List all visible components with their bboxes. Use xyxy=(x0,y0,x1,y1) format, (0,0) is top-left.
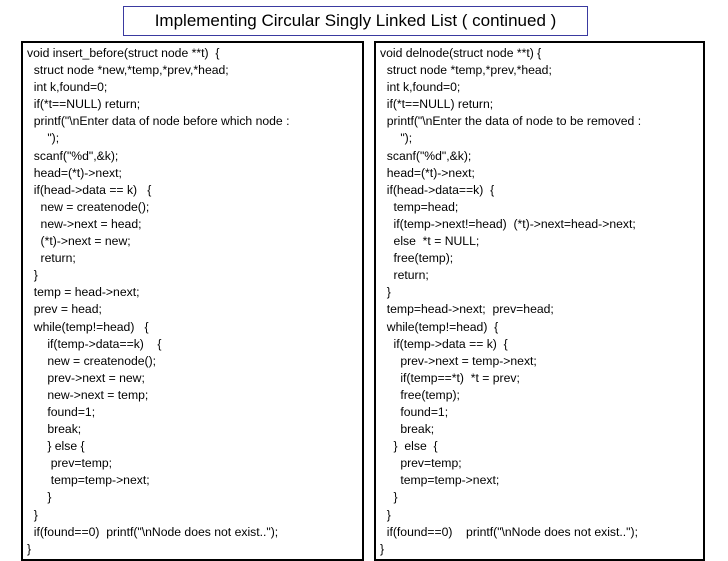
code-line: } xyxy=(380,507,391,522)
code-line: temp = head->next; xyxy=(27,285,140,300)
code-line: if(temp->data == k) { xyxy=(380,336,508,351)
code-line: while(temp!=head) { xyxy=(27,319,149,334)
code-line: found=1; xyxy=(380,404,449,419)
code-line: "); xyxy=(380,131,413,146)
code-line: "); xyxy=(27,131,60,146)
code-line: new = createnode(); xyxy=(27,353,157,368)
code-line: prev->next = new; xyxy=(27,370,145,385)
code-line: } xyxy=(380,285,391,300)
code-line: struct node *new,*temp,*prev,*head; xyxy=(27,63,229,78)
code-line: found=1; xyxy=(27,404,96,419)
code-block-insert-before xyxy=(23,43,362,558)
code-line: } else { xyxy=(27,439,85,454)
code-line: prev=temp; xyxy=(380,456,462,471)
code-line: } else { xyxy=(380,439,438,454)
code-line: temp=temp->next; xyxy=(380,473,500,488)
code-line: head=(*t)->next; xyxy=(27,165,122,180)
code-line: temp=temp->next; xyxy=(27,473,150,488)
code-line: } xyxy=(27,541,32,556)
code-line: if(*t==NULL) return; xyxy=(27,97,141,112)
code-line: int k,found=0; xyxy=(380,80,461,95)
code-line: } xyxy=(27,507,38,522)
code-line: scanf("%d",&k); xyxy=(380,148,472,163)
code-line: return; xyxy=(27,251,76,266)
code-line: if(temp->data==k) { xyxy=(27,336,162,351)
slide-title-text: Implementing Circular Singly Linked List ( continued ) xyxy=(154,11,557,30)
code-line: break; xyxy=(27,422,82,437)
code-line: if(temp->next!=head) (*t)->next=head->next; xyxy=(380,216,636,231)
code-line: struct node *temp,*prev,*head; xyxy=(380,63,552,78)
code-line: int k,found=0; xyxy=(27,80,108,95)
code-line: free(temp); xyxy=(380,387,460,402)
code-line: scanf("%d",&k); xyxy=(27,148,119,163)
code-line: } xyxy=(380,541,385,556)
code-line: if(head->data==k) { xyxy=(380,182,495,197)
code-line: if(found==0) printf("\nNode does not exist.."); xyxy=(27,524,279,539)
code-line: } xyxy=(380,490,398,505)
code-line: printf("\nEnter the data of node to be removed : xyxy=(380,114,642,129)
code-line: while(temp!=head) { xyxy=(380,319,499,334)
code-line: temp=head->next; prev=head; xyxy=(380,302,554,317)
code-line: } xyxy=(27,490,52,505)
code-line: break; xyxy=(380,422,435,437)
code-line: if(head->data == k) { xyxy=(27,182,152,197)
code-line: printf("\nEnter data of node before which node : xyxy=(27,114,290,129)
slide-title xyxy=(123,6,588,36)
code-block-delnode xyxy=(376,43,703,558)
code-line: void insert_before(struct node **t) { xyxy=(27,46,220,60)
code-line: new->next = head; xyxy=(27,216,142,231)
code-line: if(found==0) printf("\nNode does not exist.."); xyxy=(380,524,638,539)
code-line: new->next = temp; xyxy=(27,387,149,402)
code-line: prev = head; xyxy=(27,302,102,317)
code-line: void delnode(struct node **t) { xyxy=(380,46,542,60)
code-panel-insert-before xyxy=(21,41,364,561)
code-line: prev=temp; xyxy=(27,456,113,471)
code-line: free(temp); xyxy=(380,251,454,266)
code-line: (*t)->next = new; xyxy=(27,234,131,249)
code-line: temp=head; xyxy=(380,199,459,214)
code-line: head=(*t)->next; xyxy=(380,165,475,180)
code-line: new = createnode(); xyxy=(27,199,150,214)
code-line: return; xyxy=(380,268,429,283)
code-line: if(*t==NULL) return; xyxy=(380,97,494,112)
code-line: else *t = NULL; xyxy=(380,234,480,249)
code-line: if(temp==*t) *t = prev; xyxy=(380,370,520,385)
code-line: prev->next = temp->next; xyxy=(380,353,537,368)
code-panel-delnode xyxy=(374,41,705,561)
code-line: } xyxy=(27,268,38,283)
